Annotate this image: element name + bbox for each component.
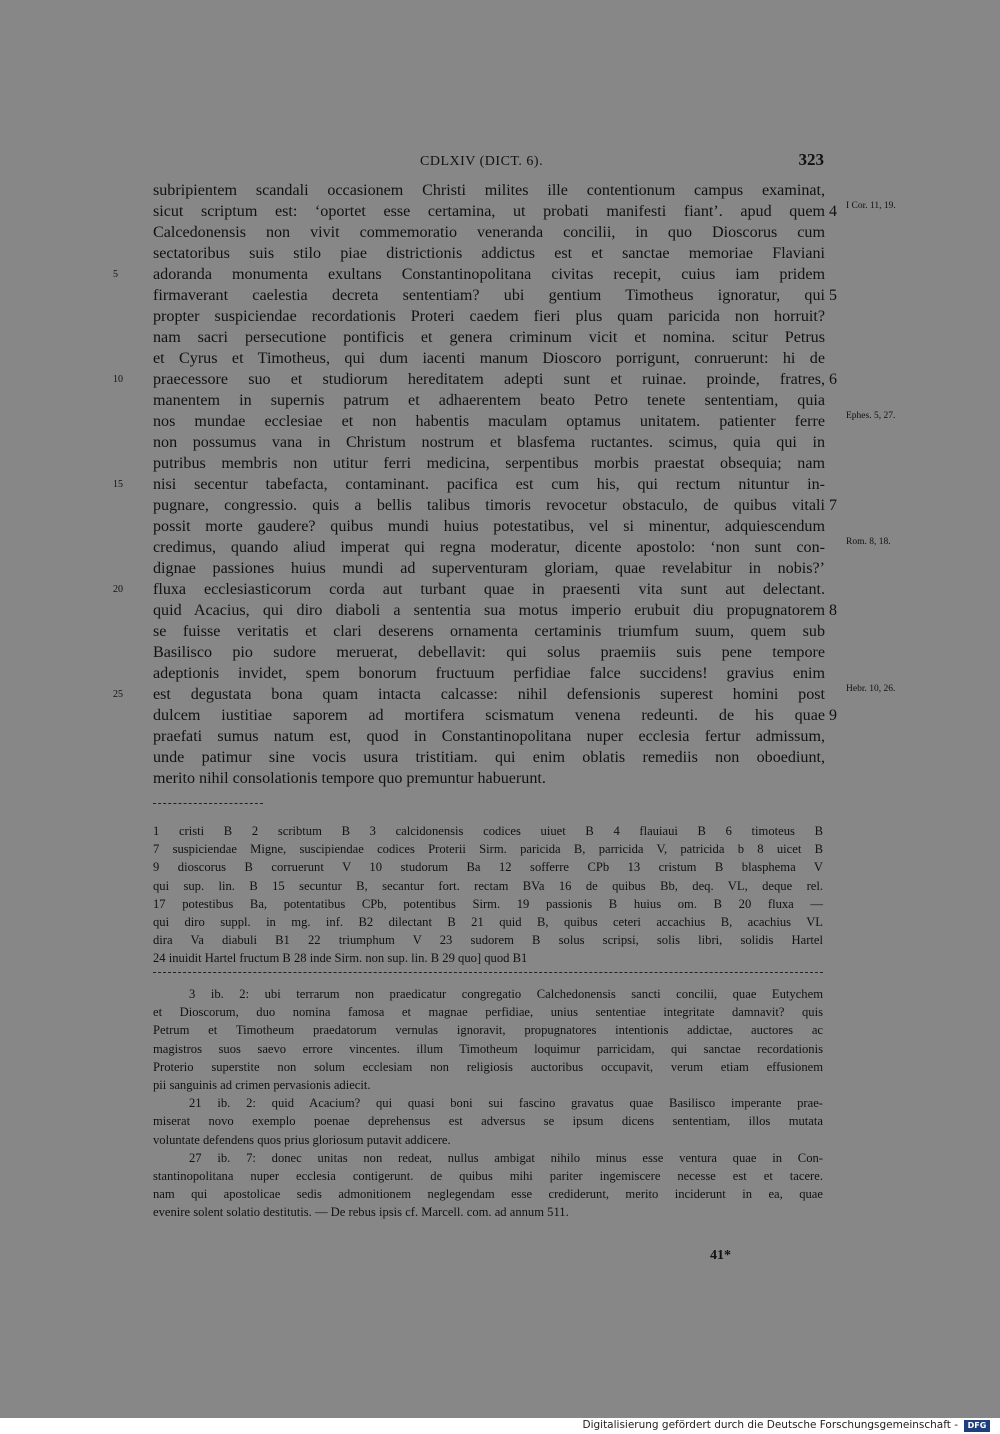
apparatus-line: 24 inuidit Hartel fructum B 28 inde Sirm. non sup. lin. B 29 quo] quod B1 bbox=[153, 951, 528, 966]
line-text: fluxa ecclesiasticorum corda aut turbant quae in praesenti vita sunt aut delectant. bbox=[153, 581, 825, 598]
text-line bbox=[153, 348, 825, 369]
line-number: 5 bbox=[113, 269, 118, 280]
text-line bbox=[113, 474, 825, 495]
line-text: non possumus vana in Christum nostrum et blasfema ructantes. scimus, quia qui in bbox=[153, 434, 825, 451]
note-line: et Dioscorum, duo nomina famosa et magnae perfidiae, unius sententiae integritate damnavit? quis bbox=[153, 1005, 823, 1020]
scripture-reference: Ephes. 5, 27. bbox=[846, 411, 896, 421]
line-text: merito nihil consolationis tempore quo premuntur habuerunt. bbox=[153, 770, 546, 787]
note-line: pii sanguinis ad crimen pervasionis adiecit. bbox=[153, 1077, 371, 1092]
scripture-reference: Hebr. 10, 26. bbox=[846, 684, 896, 694]
line-number: 25 bbox=[113, 689, 123, 700]
line-text: Calcedonensis non vivit commemoratio veneranda concilii, in quo Dioscorus cum bbox=[153, 224, 825, 241]
text-line bbox=[153, 201, 896, 222]
text-line bbox=[153, 222, 825, 243]
line-text: praefati sumus natum est, quod in Constantinopolitana nuper ecclesia fertur admissum, bbox=[153, 728, 825, 745]
text-line bbox=[153, 285, 837, 306]
line-number: 20 bbox=[113, 584, 123, 595]
line-number: 15 bbox=[113, 479, 123, 490]
text-line bbox=[153, 432, 825, 453]
text-line bbox=[153, 663, 825, 684]
text-line bbox=[153, 768, 825, 789]
note-line: voluntate defendens quos prius gloriosum putavit addicere. bbox=[153, 1132, 451, 1147]
note-line: evenire solent solatio destitutis. — De rebus ipsis cf. Marcell. com. ad annum 511. bbox=[153, 1205, 569, 1220]
line-text: quid Acacius, qui diro diaboli a sententia sua motus imperio erubuit diu propugnatorem bbox=[153, 602, 825, 619]
line-text: unde patimur sine vocis usura tristitiam. qui enim oblatis remediis non oboediunt, bbox=[153, 749, 825, 766]
line-text: pugnare, congressio. quis a bellis talibus timoris revocetur obstaculo, de quibus vitali bbox=[153, 497, 825, 514]
line-text: et Cyrus et Timotheus, qui dum iacenti manum Dioscoro porrigunt, conruerunt: hi de bbox=[153, 350, 825, 367]
line-text: subripientem scandali occasionem Christi milites ille contentionum campus examinat, bbox=[153, 182, 825, 199]
text-line bbox=[113, 369, 837, 390]
signature-mark: 41* bbox=[710, 1248, 731, 1263]
line-text: putribus membris non utitur ferri medicina, serpentibus morbis praestat obsequia; nam bbox=[153, 455, 825, 472]
note-line: stantinopolitana nuper ecclesia contigerunt. de quibus mihi pariter ingemiscere necesse est et tacere. bbox=[153, 1168, 823, 1183]
footer-bar bbox=[0, 1418, 1000, 1434]
text-line bbox=[153, 243, 825, 264]
apparatus-line: 17 potestibus Ba, potentatibus CPb, potentibus Sirm. 19 passionis B huius om. B 20 fluxa — bbox=[153, 896, 823, 911]
line-text: Basilisco pio sudore meruerat, debellavit: qui solus praemiis suis pene tempore bbox=[153, 644, 825, 661]
note-line: 3 ib. 2: ubi terrarum non praedicatur congregatio Calchedonensis sancti concilii, quae Eutychem bbox=[189, 987, 823, 1001]
text-line bbox=[153, 747, 825, 768]
text-line bbox=[153, 642, 825, 663]
text-line bbox=[153, 558, 825, 579]
apparatus-line: dira Va diabuli B1 22 triumphum V 23 sudorem B solus scripsi, solis libri, solidis Hartel bbox=[153, 933, 823, 948]
text-line bbox=[153, 306, 825, 327]
section-number: 4 bbox=[829, 203, 837, 220]
apparatus-line: qui sup. lin. B 15 secuntur B, secantur fort. rectam BVa 16 de quibus Bb, deq. VL, deque rel. bbox=[153, 878, 823, 893]
section-number: 6 bbox=[829, 371, 837, 388]
line-text: adoranda monumenta exultans Constantinopolitana civitas recepit, cuius iam pridem bbox=[153, 266, 825, 283]
note-line: nam qui apostolicae sedis admonitionem neglegendam esse crediderunt, merito inciderunt in ea, quae bbox=[153, 1187, 823, 1202]
line-text: dignae passiones huius mundi ad superventuram gloriam, quae revelabitur in nobis?’ bbox=[153, 560, 825, 577]
line-text: credimus, quando aliud imperat qui regna moderatur, dicente apostolo: ‘non sunt con- bbox=[153, 539, 825, 556]
main-text bbox=[113, 180, 896, 789]
note-line: miserat novo exemplo poenae deprehensus est adversus se ipsum dicens sententiam, illos mutata bbox=[153, 1114, 823, 1129]
line-text: firmaverant caelestia decreta sententiam? ubi gentium Timotheus ignoratur, qui bbox=[153, 287, 825, 304]
line-number: 10 bbox=[113, 374, 123, 385]
apparatus-line: 1 cristi B 2 scribtum B 3 calcidonensis codices uiuet B 4 flauiaui B 6 timoteus B bbox=[153, 824, 823, 838]
line-text: sectatoribus suis stilo piae districtionis addictus est et sanctae memoriae Flaviani bbox=[153, 245, 825, 262]
note-line: 21 ib. 2: quid Acacium? qui quasi boni sui fascino gravatus quae Basilisco imperante prae- bbox=[189, 1096, 823, 1111]
text-line bbox=[153, 390, 825, 411]
line-text: est degustata bona quam intacta calcasse: nihil defensionis superest homini post bbox=[153, 686, 825, 703]
source-notes bbox=[153, 985, 823, 1221]
section-number: 5 bbox=[829, 287, 837, 304]
line-text: nisi secentur tabefacta, contaminant. pacifica est cum his, qui rectum nituntur in- bbox=[153, 476, 825, 493]
note-line: 27 ib. 7: donec unitas non redeat, nullus ambigat nihilo minus esse ventura quae in Con- bbox=[189, 1150, 823, 1165]
divider bbox=[153, 972, 823, 973]
section-number: 9 bbox=[829, 707, 837, 724]
text-line bbox=[153, 600, 837, 621]
line-text: nos mundae ecclesiae et non habentis maculam optamus unitatem. patienter ferre bbox=[153, 413, 825, 430]
apparatus-line: qui diro suppl. in mg. inf. B2 dilectant B 21 quid B, quibus ceteri accachius B, acachius VL bbox=[153, 914, 823, 929]
apparatus-line: 7 suspiciendae Migne, suscipiendae codices Proterii Sirm. paricida B, parricida V, patricida b 8 uicet B bbox=[153, 842, 823, 857]
text-line bbox=[113, 264, 825, 285]
text-line bbox=[153, 327, 825, 348]
text-line bbox=[113, 684, 896, 705]
note-line: Proterio superstite non solum ecclesiam non religiosis auctoribus occupavit, verum etiam effusionem bbox=[153, 1059, 823, 1074]
page-number: 323 bbox=[798, 150, 824, 169]
apparatus-line: 9 dioscorus B corruerunt V 10 studorum Ba 12 sofferre CPb 13 cristum B blasphema V bbox=[153, 860, 823, 875]
text-line bbox=[153, 726, 825, 747]
line-text: propter suspiciendae recordationis Proteri caedem fieri plus quam paricida non horruit? bbox=[153, 308, 825, 325]
text-line bbox=[153, 705, 837, 726]
line-text: nam sacri persecutione pontificis et genera criminum vicit et nomina. scitur Petrus bbox=[153, 329, 825, 346]
text-line bbox=[153, 411, 896, 432]
footer-text: Digitalisierung gefördert durch die Deutsche Forschungsgemeinschaft - bbox=[582, 1419, 958, 1431]
text-line bbox=[153, 180, 825, 201]
line-text: sicut scriptum est: ‘oportet esse certamina, ut probati manifesti fiant’. apud quem bbox=[153, 203, 825, 220]
critical-apparatus bbox=[153, 822, 823, 968]
text-line bbox=[113, 579, 825, 600]
divider bbox=[153, 803, 263, 804]
section-number: 8 bbox=[829, 602, 837, 619]
scripture-reference: Rom. 8, 18. bbox=[846, 537, 891, 547]
scripture-reference: I Cor. 11, 19. bbox=[846, 201, 896, 211]
line-text: manentem in supernis patrum et adhaerentem beato Petro tenete sententiam, quia bbox=[153, 392, 825, 409]
section-number: 7 bbox=[829, 497, 837, 514]
text-line bbox=[153, 495, 837, 516]
dfg-logo: DFG bbox=[964, 1420, 990, 1432]
line-text: possit morte gaudere? quibus mundi huius potestatibus, vel si minentur, adquiescendum bbox=[153, 518, 825, 535]
running-head: CDLXIV (DICT. 6). bbox=[420, 154, 544, 169]
text-line bbox=[153, 516, 825, 537]
text-line bbox=[153, 537, 891, 558]
line-text: dulcem iustitiae saporem ad mortifera scismatum venena redeunti. de his quae bbox=[153, 707, 825, 724]
text-line bbox=[153, 621, 825, 642]
note-line: magistros suos saevo errore vincentes. illum Timotheum loquimur parricidam, qui sanctae recordationis bbox=[153, 1041, 823, 1056]
line-text: praecessore suo et studiorum hereditatem adepti sunt et ruinae. proinde, fratres, bbox=[153, 371, 825, 388]
line-text: adeptionis invidet, spem bonorum fructuum perfidiae falce succidens! gravius enim bbox=[153, 665, 825, 682]
page-header bbox=[150, 150, 830, 174]
text-line bbox=[153, 453, 825, 474]
line-text: se fuisse veritatis et clari deserens ornamenta certaminis triumfum suum, quem sub bbox=[153, 623, 825, 640]
note-line: Petrum et Timotheum praedatorum vernulas ignoravit, propugnatores intentionis addictae, auctores ac bbox=[153, 1023, 823, 1038]
